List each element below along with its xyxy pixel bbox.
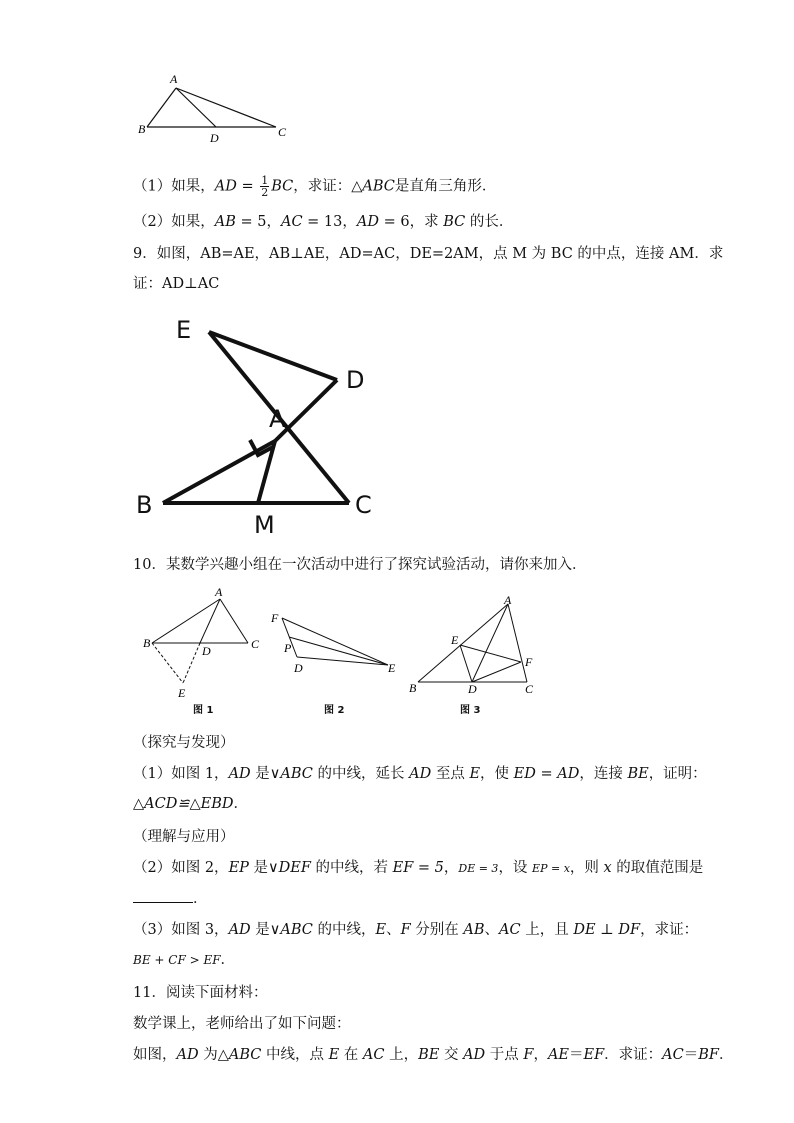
- q9-line2: 证：AD⊥AC: [133, 276, 220, 292]
- figure-q8-triangle: [130, 68, 300, 148]
- label-C: C: [355, 491, 372, 519]
- label-E: E: [176, 316, 192, 344]
- fig3-label-A: A: [504, 593, 512, 607]
- label-A: A: [170, 72, 178, 86]
- fig2-label-F: F: [271, 611, 279, 625]
- fig3-label-C: C: [525, 682, 534, 696]
- label-M: M: [254, 511, 275, 539]
- fig3-label-F: F: [525, 655, 533, 669]
- fig1-label-D: D: [202, 644, 211, 658]
- q10-section2: （理解与应用）: [133, 829, 235, 845]
- label-D: D: [210, 131, 219, 145]
- q9-line1: 9．如图，AB=AE，AB⊥AE，AD=AC，DE=2AM，点 M 为 BC 的中点，连接 AM．求: [133, 246, 724, 262]
- fig2-caption: 图 2: [324, 705, 345, 716]
- fig2-label-P: P: [284, 641, 292, 655]
- label-C: C: [278, 125, 287, 139]
- q10-part2-answer-line: ．: [133, 888, 208, 909]
- figure-q10-set: [130, 585, 550, 720]
- fig1-label-C: C: [251, 637, 260, 651]
- q10-part1-line2: △ACD≌△EBD．: [133, 796, 249, 812]
- q10-part1: （1）如图 1，AD 是∨ABC 的中线，延长 AD 至点 E，使 ED = AD，连接 BE，证明：: [133, 766, 707, 782]
- fig3-label-E: E: [451, 633, 459, 647]
- fraction-half: $\frac{1}{2}$: [261, 174, 269, 199]
- fig1-label-E: E: [178, 686, 186, 700]
- q8-part1: （1）如果，AD = $\frac{1}{2}$ BC，求证：△ABC是直角三角形．: [133, 174, 497, 199]
- q11-line3: 如图，AD 为△ABC 中线，点 E 在 AC 上，BE 交 AD 于点 F，AE＝EF．求证：AC＝BF．: [133, 1047, 734, 1063]
- q10-part3-line2: BE + CF > EF．: [133, 952, 236, 968]
- fig1-label-A: A: [215, 585, 223, 599]
- fig1-label-B: B: [143, 636, 151, 650]
- fig3-caption: 图 3: [460, 705, 481, 716]
- fig1-caption: 图 1: [193, 705, 214, 716]
- q8-part2: （2）如果，AB = 5，AC = 13，AD = 6，求 BC 的长．: [133, 214, 514, 230]
- fig2-label-D: D: [294, 661, 303, 675]
- q11-line2: 数学课上，老师给出了如下问题：: [133, 1016, 351, 1032]
- q10-part3: （3）如图 3，AD 是∨ABC 的中线，E、F 分别在 AB、AC 上，且 DE ⊥ DF，求证：: [133, 922, 699, 938]
- figure-q9: [130, 305, 390, 545]
- q10-part2: （2）如图 2，EP 是∨DEF 的中线，若 EF = 5，DE = 3，设 EP = x，则 x 的取值范围是: [133, 860, 704, 876]
- answer-blank[interactable]: [133, 888, 193, 903]
- label-A: A: [269, 405, 286, 433]
- q11-line1: 11．阅读下面材料：: [133, 985, 268, 1001]
- label-B: B: [138, 122, 146, 136]
- fig3-label-D: D: [468, 682, 477, 696]
- q10-section1: （探究与发现）: [133, 735, 235, 751]
- label-B: B: [136, 491, 153, 519]
- label-D: D: [346, 366, 365, 394]
- q10-intro: 10．某数学兴趣小组在一次活动中进行了探究试验活动，请你来加入．: [133, 557, 587, 573]
- fig3-label-B: B: [409, 681, 417, 695]
- fig2-label-E: E: [388, 661, 396, 675]
